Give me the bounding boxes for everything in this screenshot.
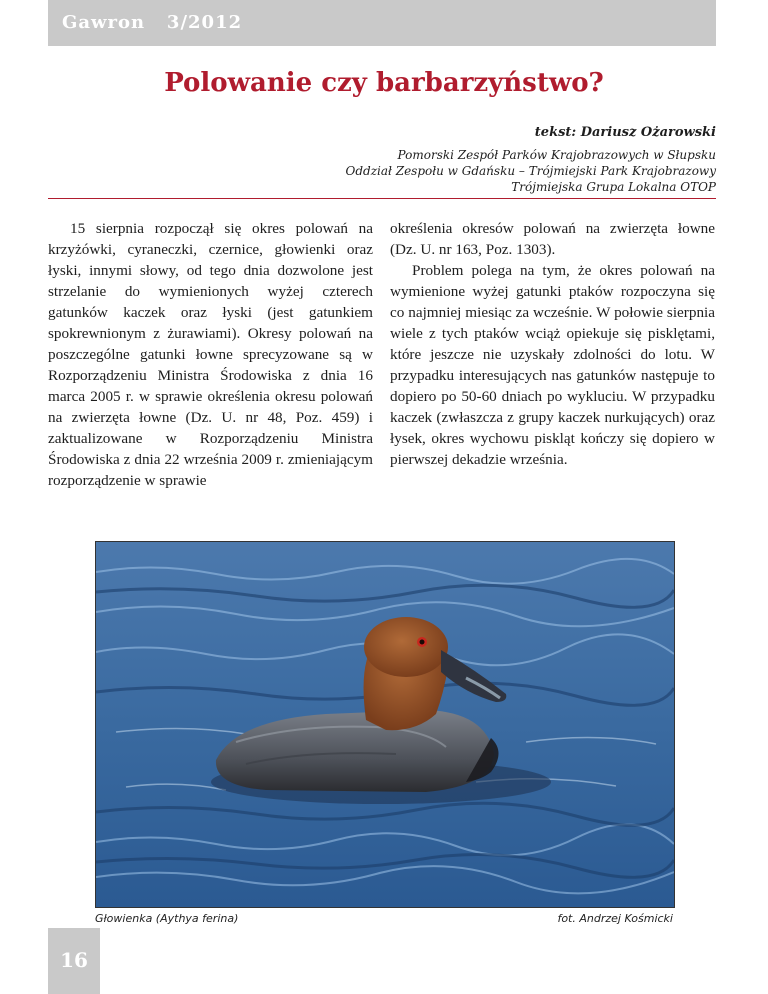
page-number: 16	[60, 948, 88, 972]
affiliation-2: Oddział Zespołu w Gdańsku – Trójmiejski Park Krajobrazowy	[345, 164, 716, 178]
photo-caption: Głowienka (Aythya ferina)	[95, 912, 239, 925]
photo-credit: fot. Andrzej Kośmicki	[557, 912, 673, 925]
duck-photo	[95, 541, 675, 908]
journal-name: Gawron	[62, 12, 146, 33]
affiliation-3: Trójmiejska Grupa Lokalna OTOP	[511, 180, 716, 194]
paragraph-1-continued: określenia okresów polowań na zwierzęta łowne (Dz. U. nr 163, Poz. 1303).	[390, 220, 715, 258]
article-title: Polowanie czy barbarzyństwo?	[164, 68, 604, 98]
pochard-illustration	[96, 542, 674, 907]
running-header	[62, 12, 242, 33]
byline	[346, 125, 716, 195]
issue-number: 3/2012	[166, 12, 243, 33]
paragraph-1: 15 sierpnia rozpoczął się okres polowań na krzyżówki, cyraneczki, czernice, głowienki oraz łyski, innymi słowy, od tego dnia dozwolone jest strzelanie do wymienionych wyżej czterech gatunków kaczek oraz łyski (jest gatunkiem spokrewnionym z żurawiami). Okresy polowań na poszczególne gatunki łowne sprecyzowane są w Rozporządzeniu Ministra Środowiska z dnia 16 marca 2005 r. w sprawie określenia okresu polowań na zwierzęta łowne (Dz. U. nr 48, Poz. 459) i zaktualizowane w Rozporządzeniu Ministra Środowiska z dnia 22 września 2009 r. zmieniającym rozporządzenie w sprawie	[48, 220, 373, 489]
paragraph-2: Problem polega na tym, że okres polowań na wymienione wyżej gatunki ptaków rozpoczyna się co najmniej miesiąc za wcześnie. W połowie sierpnia wiele z tych ptaków wciąż opiekuje się pisklętami, które jeszcze nie uzyskały zdolności do lotu. W przypadku interesujących nas gatunków następuje to dopiero po 50-60 dniach po wykluciu. W przypadku kaczek (zwłaszcza z grupy kaczek nurkujących) oraz łysek, okres wychowu piskląt kończy się dopiero w pierwszej dekadzie września.	[390, 262, 715, 468]
affiliation-1: Pomorski Zespół Parków Krajobrazowych w Słupsku	[397, 148, 716, 162]
text-column-right	[390, 218, 715, 470]
title-divider	[48, 198, 716, 199]
text-column-left	[48, 218, 373, 491]
author: tekst: Dariusz Ożarowski	[534, 125, 716, 140]
